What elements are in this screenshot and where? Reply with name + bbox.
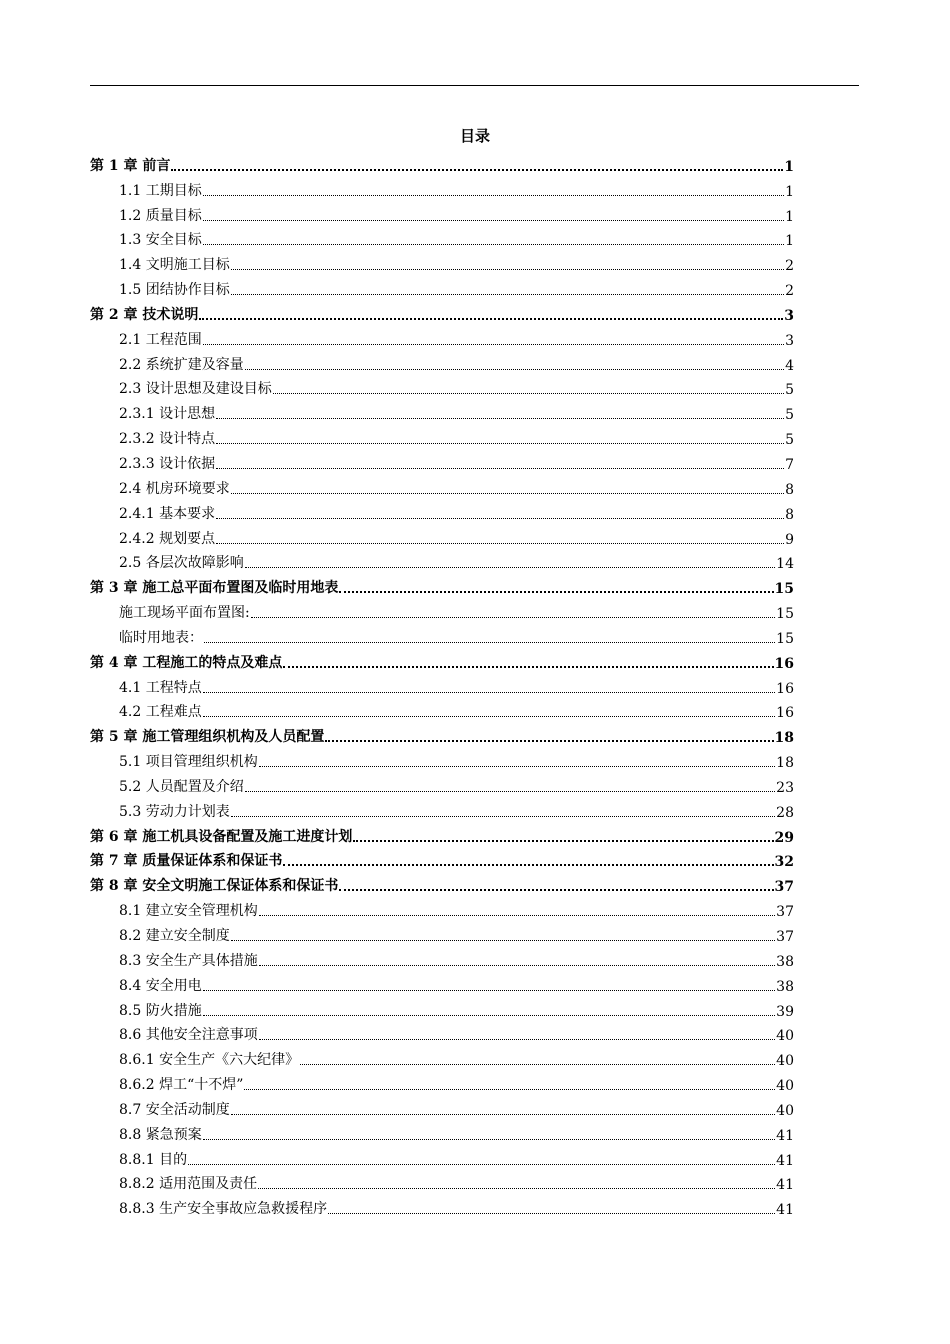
toc-section-entry[interactable] (90, 945, 794, 970)
toc-chapter-entry[interactable] (90, 647, 794, 672)
toc-page-number: 18 (774, 730, 794, 747)
toc-entry-text: 2.1 工程范围 (119, 331, 202, 348)
toc-leader-dots (258, 1188, 775, 1189)
toc-page-number: 40 (776, 1053, 794, 1070)
toc-page-number: 2 (785, 258, 794, 275)
toc-leader-dots (199, 318, 783, 320)
toc-leader-dots (273, 393, 784, 394)
toc-chapter-entry[interactable] (90, 870, 794, 895)
toc-leader-dots (203, 716, 775, 717)
toc-section-entry[interactable] (90, 796, 794, 821)
toc-entry-text: 4.1 工程特点 (119, 679, 202, 696)
toc-leader-dots (203, 244, 784, 245)
toc-entry-text: 第 3 章 施工总平面布置图及临时用地表 (90, 580, 339, 597)
toc-section-entry[interactable] (90, 175, 794, 200)
toc-section-entry[interactable] (90, 920, 794, 945)
toc-page-number: 40 (776, 1028, 794, 1045)
toc-page-number: 9 (785, 531, 794, 548)
toc-page-number: 4 (785, 357, 794, 374)
toc-entry-text: 2.3.2 设计特点 (119, 431, 216, 448)
toc-section-entry[interactable] (90, 274, 794, 299)
toc-section-entry[interactable] (90, 995, 794, 1020)
toc-page-number: 3 (784, 307, 794, 324)
toc-entry-text: 1.3 安全目标 (119, 232, 202, 249)
toc-entry-text: 第 8 章 安全文明施工保证体系和保证书 (90, 878, 339, 895)
toc-entry-text: 施工现场平面布置图: (119, 605, 250, 622)
toc-page-number: 18 (776, 755, 794, 772)
toc-section-entry[interactable] (90, 548, 794, 573)
toc-leader-dots (204, 642, 775, 643)
toc-leader-dots (283, 864, 773, 866)
toc-section-entry[interactable] (90, 398, 794, 423)
toc-entry-text: 2.3.1 设计思想 (119, 406, 216, 423)
toc-leader-dots (231, 269, 784, 270)
toc-section-entry[interactable] (90, 672, 794, 697)
toc-page-number: 1 (785, 208, 794, 225)
toc-entry-text: 8.1 建立安全管理机构 (119, 903, 258, 920)
toc-leader-dots (203, 1015, 775, 1016)
toc-section-entry[interactable] (90, 597, 794, 622)
toc-leader-dots (216, 443, 784, 444)
toc-leader-dots (231, 940, 775, 941)
toc-entry-text: 8.8.2 适用范围及责任 (119, 1176, 258, 1193)
toc-entry-text: 1.2 质量目标 (119, 207, 202, 224)
toc-page-number: 37 (776, 904, 794, 921)
toc-entry-text: 1.1 工期目标 (119, 182, 202, 199)
toc-leader-dots (300, 1064, 775, 1065)
toc-page-number: 1 (785, 183, 794, 200)
toc-leader-dots (231, 294, 784, 295)
toc-entry-text: 第 5 章 施工管理组织机构及人员配置 (90, 729, 325, 746)
toc-section-entry[interactable] (90, 970, 794, 995)
toc-chapter-entry[interactable] (90, 721, 794, 746)
toc-leader-dots (325, 740, 773, 742)
toc-page-number: 1 (784, 158, 794, 175)
toc-leader-dots (203, 220, 784, 221)
toc-page-number: 15 (776, 630, 794, 647)
toc-entry-text: 2.4.2 规划要点 (119, 530, 216, 547)
toc-leader-dots (328, 1213, 775, 1214)
toc-leader-dots (353, 840, 773, 842)
toc-section-entry[interactable] (90, 622, 794, 647)
toc-leader-dots (245, 369, 784, 370)
toc-section-entry[interactable] (90, 697, 794, 722)
toc-entry-text: 2.5 各层次故障影响 (119, 555, 244, 572)
toc-page-number: 14 (776, 556, 794, 573)
toc-page-number: 3 (785, 332, 794, 349)
toc-leader-dots (203, 1139, 775, 1140)
toc-entry-text: 第 7 章 质量保证体系和保证书 (90, 853, 283, 870)
toc-leader-dots (259, 1039, 775, 1040)
toc-section-entry[interactable] (90, 225, 794, 250)
toc-section-entry[interactable] (90, 349, 794, 374)
toc-leader-dots (231, 1114, 775, 1115)
toc-leader-dots (259, 915, 775, 916)
toc-page-number: 41 (776, 1127, 794, 1144)
toc-section-entry[interactable] (90, 1144, 794, 1169)
toc-chapter-entry[interactable] (90, 846, 794, 871)
toc-section-entry[interactable] (90, 1119, 794, 1144)
toc-page-number: 16 (776, 705, 794, 722)
toc-leader-dots (216, 468, 784, 469)
toc-entry-text: 8.5 防火措施 (119, 1002, 202, 1019)
toc-leader-dots (259, 766, 775, 767)
toc-page-number: 16 (776, 680, 794, 697)
toc-section-entry[interactable] (90, 1020, 794, 1045)
toc-section-entry[interactable] (90, 1069, 794, 1094)
toc-page-number: 40 (776, 1078, 794, 1095)
toc-entry-text: 8.8 紧急预案 (119, 1126, 202, 1143)
toc-page-number: 2 (785, 283, 794, 300)
toc-page-number: 40 (776, 1102, 794, 1119)
toc-entry-text: 8.8.1 目的 (119, 1151, 188, 1168)
toc-leader-dots (339, 889, 773, 891)
toc-page-number: 5 (785, 407, 794, 424)
toc-entry-text: 8.3 安全生产具体措施 (119, 952, 258, 969)
toc-entry-text: 2.4.1 基本要求 (119, 505, 216, 522)
toc-entry-text: 1.5 团结协作目标 (119, 282, 230, 299)
toc-leader-dots (231, 816, 775, 817)
toc-entry-text: 1.4 文明施工目标 (119, 257, 230, 274)
toc-section-entry[interactable] (90, 771, 794, 796)
toc-section-entry[interactable] (90, 523, 794, 548)
toc-leader-dots (259, 965, 775, 966)
toc-page-number: 1 (785, 233, 794, 250)
toc-section-entry[interactable] (90, 448, 794, 473)
toc-leader-dots (245, 791, 775, 792)
toc-entry-text: 8.8.3 生产安全事故应急救援程序 (119, 1201, 328, 1218)
toc-page-number: 29 (774, 829, 794, 846)
toc-entry-text: 临时用地表： (119, 629, 203, 646)
toc-leader-dots (244, 1089, 775, 1090)
toc-title: 目录 (459, 127, 490, 145)
toc-leader-dots (216, 418, 784, 419)
toc-page-number: 41 (776, 1152, 794, 1169)
toc-leader-dots (203, 195, 784, 196)
toc-page-number: 8 (785, 481, 794, 498)
toc-list (90, 150, 794, 1218)
toc-page-number: 39 (776, 1003, 794, 1020)
toc-leader-dots (203, 990, 775, 991)
toc-entry-text: 2.3.3 设计依据 (119, 455, 216, 472)
toc-page-number: 41 (776, 1202, 794, 1219)
toc-section-entry[interactable] (90, 200, 794, 225)
toc-entry-text: 8.6 其他安全注意事项 (119, 1027, 258, 1044)
toc-leader-dots (188, 1164, 775, 1165)
toc-page-number: 15 (776, 606, 794, 623)
toc-entry-text: 8.6.2 焊工“十不焊” (119, 1077, 244, 1094)
toc-leader-dots (216, 543, 784, 544)
toc-chapter-entry[interactable] (90, 572, 794, 597)
toc-page-number: 38 (776, 978, 794, 995)
toc-leader-dots (203, 692, 775, 693)
toc-entry-text: 8.7 安全活动制度 (119, 1101, 230, 1118)
toc-entry-text: 2.4 机房环境要求 (119, 480, 230, 497)
toc-page-number: 5 (785, 382, 794, 399)
toc-section-entry[interactable] (90, 473, 794, 498)
toc-leader-dots (171, 169, 783, 171)
toc-section-entry[interactable] (90, 498, 794, 523)
toc-chapter-entry[interactable] (90, 299, 794, 324)
toc-leader-dots (245, 567, 775, 568)
toc-section-entry[interactable] (90, 249, 794, 274)
toc-section-entry[interactable] (90, 423, 794, 448)
toc-section-entry[interactable] (90, 1193, 794, 1218)
toc-entry-text: 第 2 章 技术说明 (90, 306, 199, 323)
toc-leader-dots (339, 591, 773, 593)
toc-page-number: 37 (776, 929, 794, 945)
toc-page-number: 23 (776, 779, 794, 796)
toc-entry-text: 5.1 项目管理组织机构 (119, 754, 258, 771)
toc-page-number: 41 (776, 1177, 794, 1194)
toc-page-number: 7 (785, 456, 794, 473)
toc-page-number: 16 (774, 655, 794, 672)
toc-page-number: 32 (774, 854, 794, 871)
toc-entry-text: 8.6.1 安全生产《六大纪律》 (119, 1052, 300, 1069)
toc-leader-dots (231, 493, 784, 494)
toc-page-number: 37 (774, 879, 794, 896)
header-rule (90, 85, 859, 86)
toc-leader-dots (203, 344, 784, 345)
toc-leader-dots (283, 666, 773, 668)
toc-entry-text: 8.4 安全用电 (119, 977, 202, 994)
toc-entry-text: 2.2 系统扩建及容量 (119, 356, 244, 373)
toc-leader-dots (251, 617, 775, 618)
toc-page-number: 28 (776, 804, 794, 821)
toc-page-number: 38 (776, 953, 794, 970)
toc-entry-text: 5.2 人员配置及介绍 (119, 778, 244, 795)
toc-entry-text: 2.3 设计思想及建设目标 (119, 381, 272, 398)
toc-chapter-entry[interactable] (90, 150, 794, 175)
toc-entry-text: 4.2 工程难点 (119, 704, 202, 721)
toc-page-number: 8 (785, 506, 794, 523)
toc-section-entry[interactable] (90, 324, 794, 349)
toc-entry-text: 5.3 劳动力计划表 (119, 803, 230, 820)
toc-section-entry[interactable] (90, 374, 794, 399)
toc-chapter-entry[interactable] (90, 821, 794, 846)
toc-page-number: 15 (774, 581, 794, 598)
toc-section-entry[interactable] (90, 1169, 794, 1194)
toc-entry-text: 8.2 建立安全制度 (119, 928, 230, 944)
toc-leader-dots (216, 518, 784, 519)
toc-section-entry[interactable] (90, 746, 794, 771)
toc-page-number: 5 (785, 432, 794, 449)
toc-section-entry[interactable] (90, 1044, 794, 1069)
toc-section-entry[interactable] (90, 895, 794, 920)
toc-entry-text: 第 6 章 施工机具设备配置及施工进度计划 (90, 828, 353, 845)
toc-entry-text: 第 4 章 工程施工的特点及难点 (90, 654, 283, 671)
toc-section-entry[interactable] (90, 1094, 794, 1119)
toc-entry-text: 第 1 章 前言 (90, 157, 171, 174)
